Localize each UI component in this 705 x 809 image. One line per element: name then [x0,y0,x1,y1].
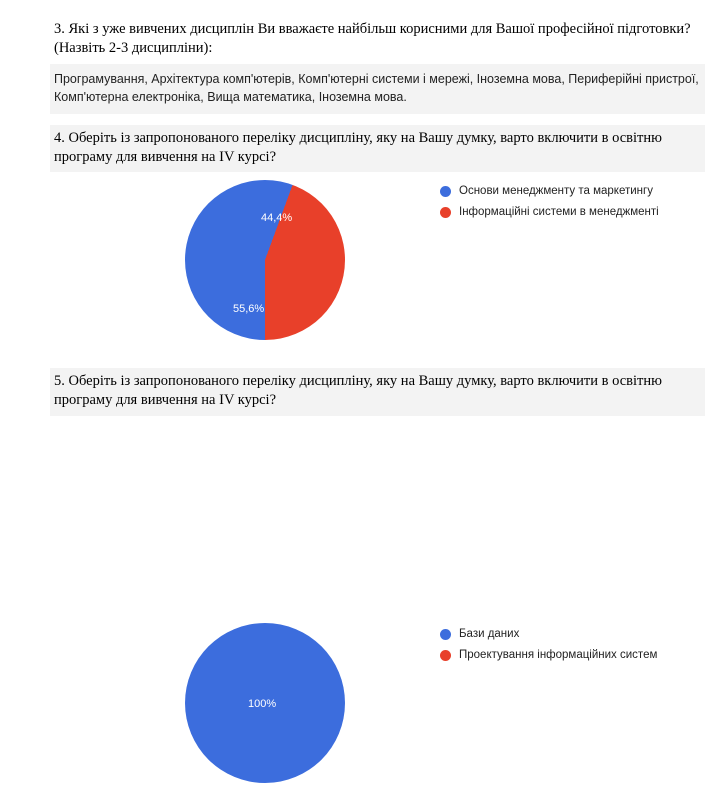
question-3-title: 3. Які з уже вивчених дисциплін Ви вважаєте найбільш корисними для Вашої професійної підготовки? (Назвіть 2-3 дисципліни): [54,21,691,56]
legend-item-label: Інформаційні системи в менеджменті [459,206,659,218]
question-3-block [50,16,705,114]
pie-5-legend [440,628,657,670]
legend-color-swatch-blue-icon [440,629,451,640]
legend-color-swatch-red-icon [440,207,451,218]
pie-5 [185,623,345,783]
question-5-block [50,368,705,416]
legend-item[interactable] [440,628,657,640]
legend-item[interactable] [440,649,657,661]
legend-color-swatch-blue-icon [440,186,451,197]
chart-5 [50,614,705,809]
legend-item-label: Основи менеджменту та маркетингу [459,185,653,197]
legend-item-label: Бази даних [459,628,520,640]
question-4-block [50,125,705,173]
question-4-title: 4. Оберіть із запропонованого переліку дисципліну, яку на Вашу думку, варто включити в освітню програму для вивчення на IV курсі? [50,125,705,173]
left-margin [0,0,50,609]
question-3-answer-band [50,64,705,114]
pie-4 [185,180,345,340]
pie-4-wrap [185,180,345,340]
legend-item[interactable] [440,206,659,218]
chart-4 [50,172,705,372]
pie-4-slice-label-red: 44,4% [261,212,293,224]
legend-item-label: Проектування інформаційних систем [459,649,658,661]
question-5-title: 5. Оберіть із запропонованого переліку дисципліну, яку на Вашу думку, варто включити в освітню програму для вивчення на IV курсі? [50,368,705,416]
pie-4-slice-label-blue: 55,6% [233,303,265,315]
question-3-answer-text: Програмування, Архітектура комп'ютерів, Комп'ютерні системи і мережі, Іноземна мова, Периферійні пристрої, Комп'ютерна електроніка, Вища математика, Іноземна мова. [54,72,699,104]
pie-5-wrap [185,623,345,783]
pie-4-legend [440,185,659,227]
legend-item[interactable] [440,185,659,197]
pie-5-slice-label-blue: 100% [248,698,277,710]
legend-color-swatch-red-icon [440,650,451,661]
